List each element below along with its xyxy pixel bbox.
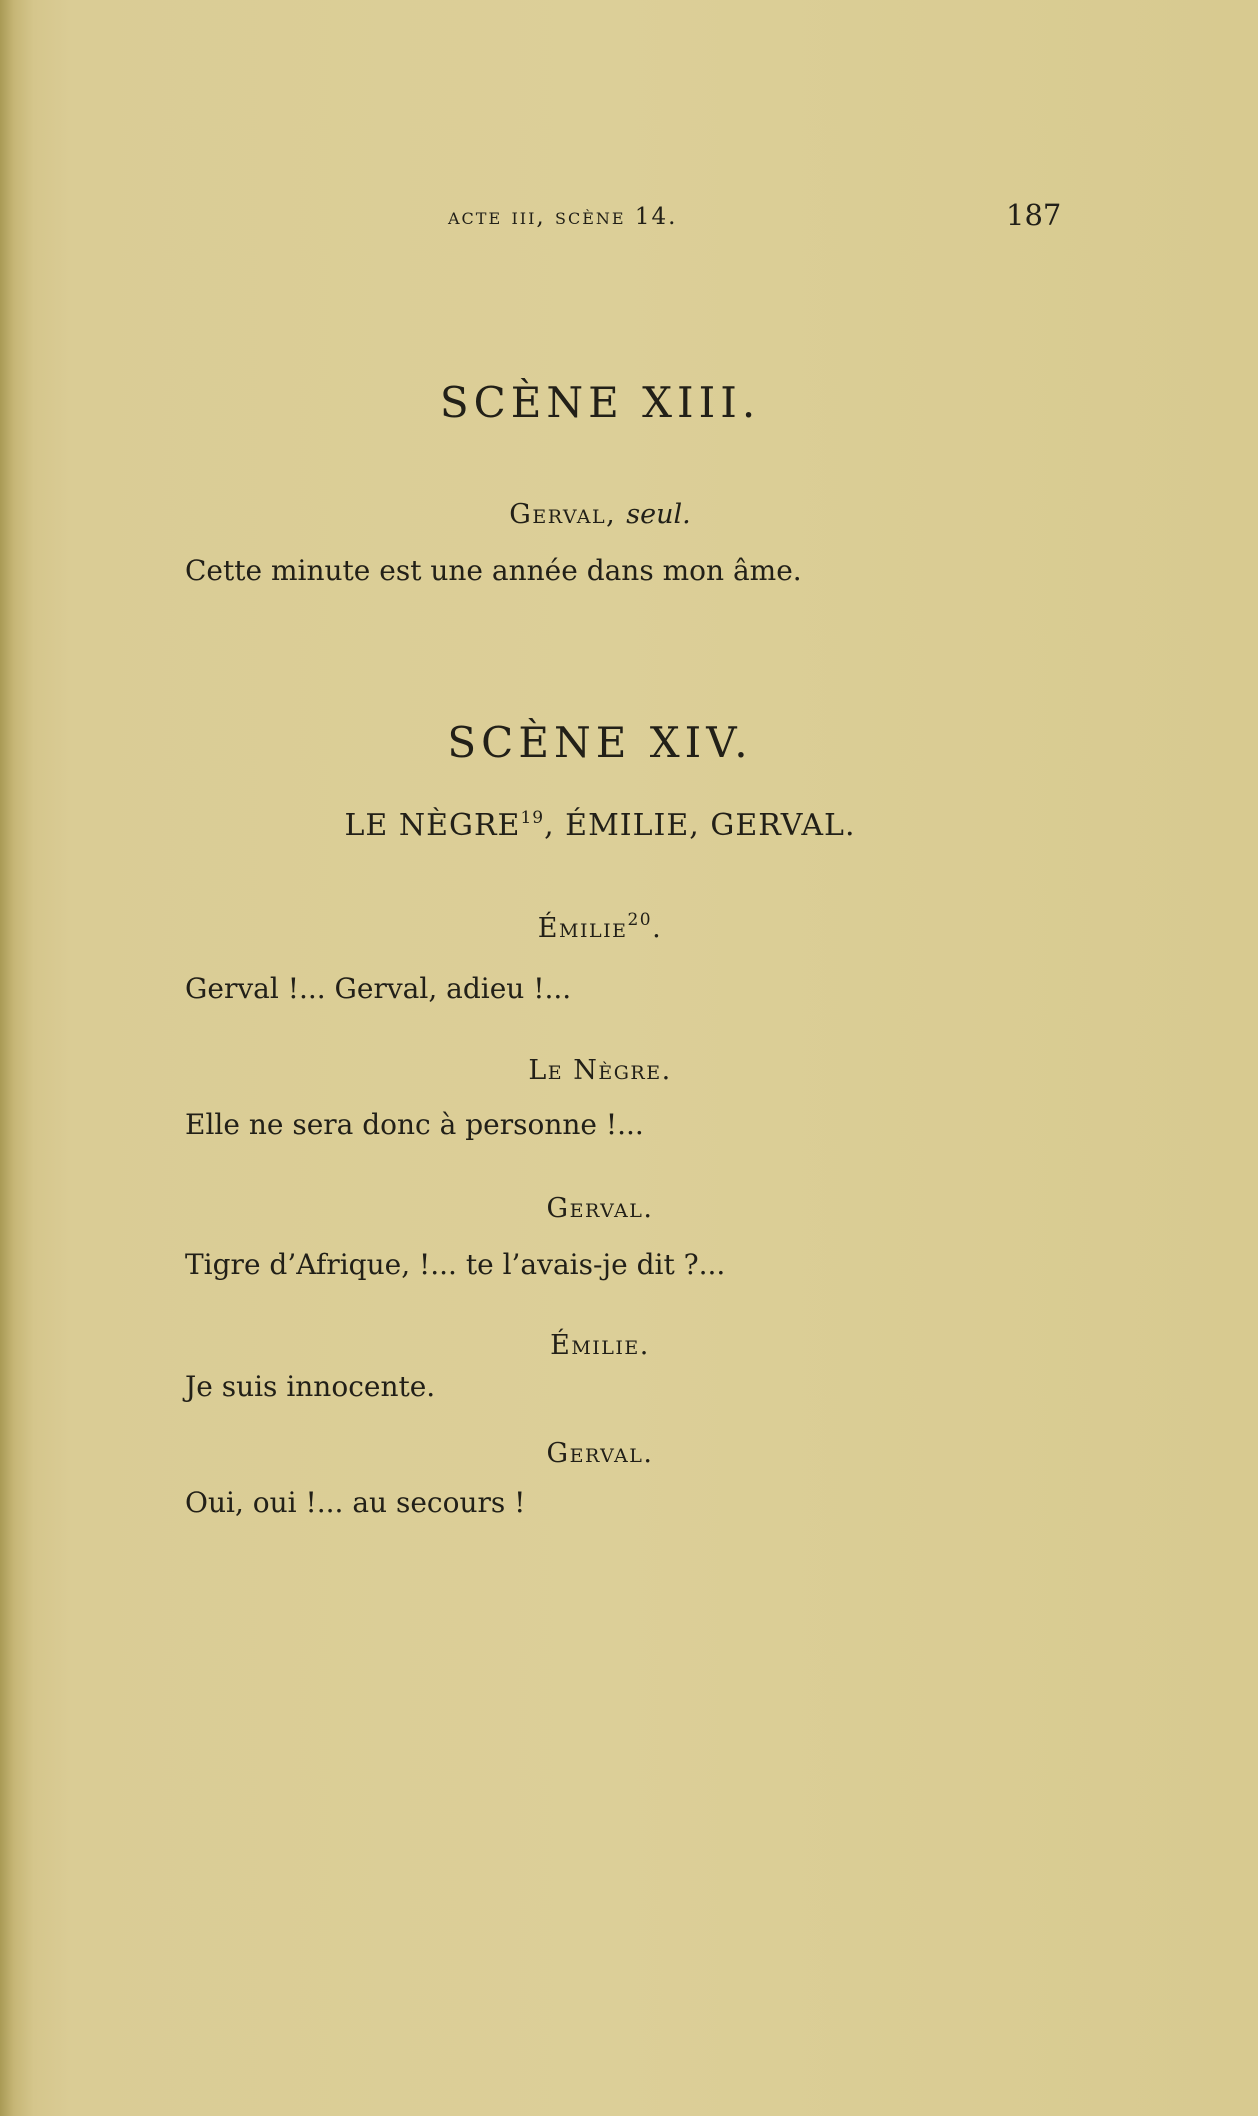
scene-13-line: Cette minute est une année dans mon âme. <box>185 554 802 587</box>
page-number: 187 <box>1006 198 1062 232</box>
speaker-name: Émilie <box>537 913 628 944</box>
scene-13-speaker <box>0 499 1200 530</box>
speaker-punct: . <box>652 913 663 944</box>
running-head: acte iii, scène 14. <box>448 204 678 230</box>
line-gerval-2: Oui, oui !... au secours ! <box>185 1486 526 1519</box>
speaker-name: Gerval, <box>509 499 617 530</box>
scene-14-characters <box>0 808 1200 843</box>
speaker-negre: Le Nègre. <box>528 1055 672 1086</box>
scene-14-title: SCÈNE XIV. <box>447 718 753 767</box>
speaker-gerval-2: Gerval. <box>546 1438 654 1469</box>
line-negre: Elle ne sera donc à personne !... <box>185 1108 644 1141</box>
speaker-gerval-1: Gerval. <box>546 1193 654 1224</box>
line-gerval-1: Tigre d’Afrique, !... te l’avais-je dit ?... <box>185 1248 726 1281</box>
speaker-emilie-2: Émilie. <box>550 1330 650 1361</box>
line-emilie-2: Je suis innocente. <box>185 1370 436 1403</box>
footnote-ref-19: 19 <box>520 808 545 828</box>
stage-direction: seul. <box>626 499 691 530</box>
footnote-ref-20: 20 <box>627 910 653 930</box>
scene-13-title: SCÈNE XIII. <box>439 378 761 427</box>
character-negre: LE NÈGRE <box>344 808 521 843</box>
line-emilie-1: Gerval !... Gerval, adieu !... <box>185 972 572 1005</box>
speaker-emilie-1 <box>0 910 1200 944</box>
character-others: , ÉMILIE, GERVAL. <box>544 808 856 843</box>
